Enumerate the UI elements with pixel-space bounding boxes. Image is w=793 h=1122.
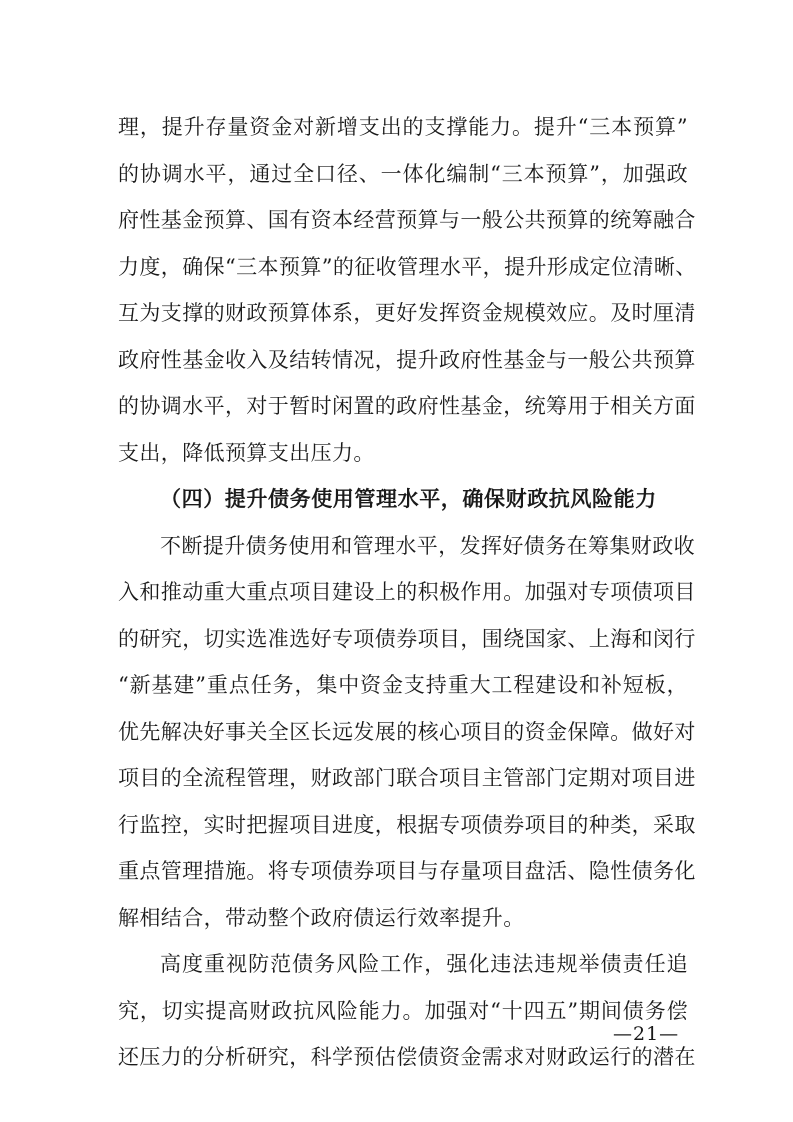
paragraph-line: 项目的全流程管理，财政部门联合项目主管部门定期对项目进 xyxy=(118,766,696,790)
paragraph-line: 不断提升债务使用和管理水平，发挥好债务在筹集财政收 xyxy=(160,533,695,558)
page-number: —21— xyxy=(613,1023,680,1045)
paragraph-line: 的协调水平，对于暂时闲置的政府性基金，统筹用于相关方面 xyxy=(118,394,696,418)
paragraph-line: 力度，确保“三本预算”的征收管理水平，提升形成定位清晰、 xyxy=(118,254,697,279)
paragraph-line: 重点管理措施。将专项债券项目与存量项目盘活、隐性债务化 xyxy=(118,859,696,883)
paragraph-line: 支出，降低预算支出压力。 xyxy=(118,440,375,465)
paragraph-line: “新基建”重点任务，集中资金支持重大工程建设和补短板， xyxy=(118,673,688,697)
body-text xyxy=(118,104,697,1081)
paragraph-line: 的研究，切实选准选好专项债券项目，围绕国家、上海和闵行 xyxy=(118,626,696,651)
paragraph-line: 理，提升存量资金对新增支出的支撑能力。提升“三本预算” xyxy=(118,115,688,139)
paragraph-line: 优先解决好事关全区长远发展的核心项目的资金保障。做好对 xyxy=(118,719,696,744)
paragraph-line: 入和推动重大重点项目建设上的积极作用。加强对专项债项目 xyxy=(118,580,696,604)
paragraph-line: 高度重视防范债务风险工作，强化违法违规举债责任追 xyxy=(160,952,688,976)
paragraph-line: 究，切实提高财政抗风险能力。加强对“十四五”期间债务偿 xyxy=(118,998,688,1023)
paragraph-line: 还压力的分析研究，科学预估偿债资金需求对财政运行的潜在 xyxy=(118,1045,696,1069)
paragraph-line: 行监控，实时把握项目进度，根据专项债券项目的种类，采取 xyxy=(118,812,696,837)
section-heading: （四）提升债务使用管理水平，确保财政抗风险能力 xyxy=(160,486,657,511)
paragraph-line: 政府性基金收入及结转情况，提升政府性基金与一般公共预算 xyxy=(118,347,696,372)
paragraph-line: 府性基金预算、国有资本经营预算与一般公共预算的统筹融合 xyxy=(118,208,696,232)
paragraph-line: 解相结合，带动整个政府债运行效率提升。 xyxy=(118,905,525,930)
paragraph-line: 互为支撑的财政预算体系，更好发挥资金规模效应。及时厘清 xyxy=(118,301,696,325)
paragraph-line: 的协调水平，通过全口径、一体化编制“三本预算”，加强政 xyxy=(118,161,688,186)
